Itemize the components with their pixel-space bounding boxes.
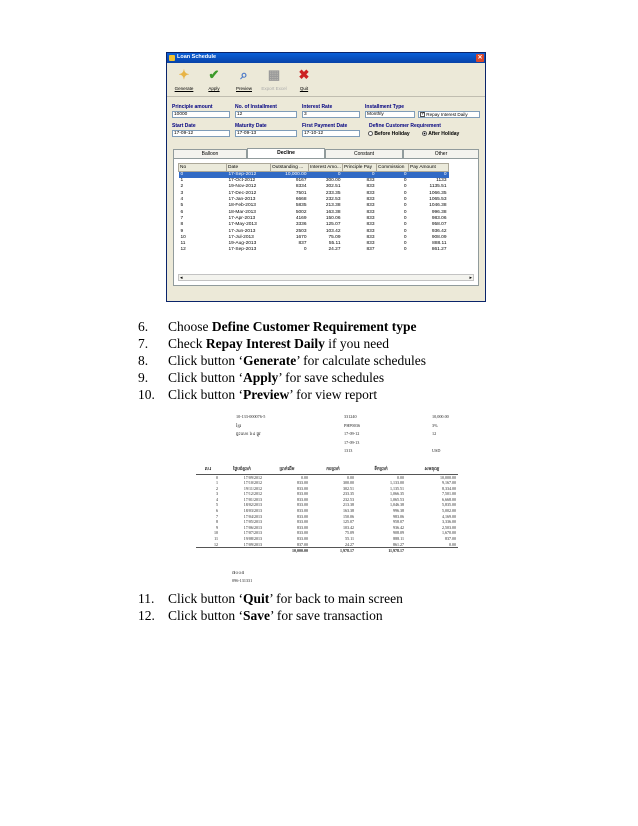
report-cell: 936.42 [393,524,404,530]
preview-button[interactable] [230,65,258,95]
report-info-left: 10-133-000076-5 [236,414,266,419]
grid-cell: 5835 [295,203,307,209]
grid-cell: 4 [180,197,184,203]
report-footer-value: 096-131331 [232,578,253,583]
grid-cell: 888.11 [432,241,447,247]
grid-cell: 861.27 [431,247,447,253]
grid-cell: 833 [366,228,375,234]
report-cell: 302.51 [343,485,354,491]
report-cell: 0.00 [449,541,456,547]
report-cell: 861.27 [393,541,404,547]
report-info-mid: 17-09-12 [344,431,360,436]
report-info-right: 3% [432,422,438,428]
grid-cell: 75.09 [328,234,341,240]
report-cell: 833.00 [297,480,308,486]
report-cell: 7 [216,513,218,519]
report-cell: 17/06/2013 [243,524,262,530]
principle-amount-field[interactable]: 10000 [172,111,230,118]
tab-other[interactable]: Other [403,149,479,158]
grid-header-1[interactable]: Date [227,164,271,172]
report-cell: 4,169.00 [442,513,456,519]
grid-cell: 9167 [295,178,307,184]
grid-cell: 0 [403,234,407,240]
step-number: 6. [138,319,149,334]
start-date-label: Start Date [172,123,196,129]
step-text: ’ for save transaction [270,608,383,623]
grid-cell: 300.00 [325,178,341,184]
quit-icon: ✖ [298,67,310,82]
define-requirement-label: Define Customer Requirement [369,123,441,129]
report-cell: 9 [216,524,218,530]
grid-cell: 6 [180,209,184,215]
grid-cell: 833 [366,209,375,215]
report-cell: 103.42 [343,524,354,530]
report-cell: 125.07 [343,519,354,525]
apply-button[interactable] [200,65,228,95]
grid-cell: 10,000.00 [271,172,309,179]
report-cell: 983.06 [393,513,404,519]
report-header-0: ល.រ [196,466,220,474]
step-text: ’ for view report [289,387,378,402]
report-totals-row [196,548,458,554]
grid-cell: 17-Sep-2012 [227,172,271,179]
app-icon [169,55,175,61]
step-number: 10. [138,387,155,402]
step-text: ’ for back to main screen [269,591,403,606]
list-item [138,369,426,386]
grid-cell: 8 [180,222,184,228]
report-info-mid: 331240 [344,414,357,419]
grid-cell: 833 [366,197,375,203]
scroll-left-icon[interactable]: ◂ [180,275,183,281]
grid-cell: 17-Jul-2013 [228,234,254,240]
report-total-cell [220,548,264,554]
interest-rate-label: Interest Rate [302,104,333,110]
report-cell: 1 [216,480,218,486]
window-title: Loan Schedule [177,54,217,60]
report-cell: 2,503.00 [442,524,456,530]
report-total-cell [196,548,220,554]
report-cell: 1,066.35 [390,491,404,497]
grid-cell: 1065.53 [429,197,447,203]
report-info-right: 10,000.00 [432,414,449,419]
report-total-cell: 11,978.17 [356,548,406,554]
report-cell: 18/02/2013 [243,502,262,508]
grid-cell: 17-Sep-2013 [228,247,257,253]
step-keyword: Define Customer Requirement type [211,319,417,334]
grid-header-5[interactable]: Commission [377,164,409,172]
after-holiday-option[interactable] [422,131,459,137]
repay-daily-checkbox[interactable]: ✓ [421,111,426,118]
grid-header-0[interactable]: No [179,164,227,172]
no-installment-field[interactable]: 12 [235,111,297,118]
grid-cell: 0 [403,184,407,190]
report-cell: 833.00 [297,536,308,542]
instruction-list-1 [138,318,426,403]
report-cell: 300.00 [343,480,354,486]
grid-cell: 0 [403,215,407,221]
report-cell: 17/05/2013 [243,519,262,525]
grid-cell: 17-Jun-2013 [228,228,256,234]
grid-cell: 10 [180,234,186,240]
report-header-5: សមតុល្យ [406,466,458,474]
grid-cell: 0 [403,209,407,215]
report-cell: 996.38 [393,508,404,514]
principle-amount-label: Principle amount [172,104,213,110]
tab-balloon[interactable]: Balloon [173,149,247,158]
report-cell: 0.00 [397,474,404,480]
apply-label: Apply [208,86,220,91]
report-header-3: ការប្រាក់ [310,466,356,474]
grid-cell: 908.09 [431,234,447,240]
grid-cell: 17-Oct-2012 [228,178,256,184]
loan-schedule-window [166,52,486,302]
grid-cell: 17-Jan-2013 [228,197,256,203]
step-text: ’ for save schedules [278,370,385,385]
report-cell: 75.09 [345,530,354,536]
report-total-cell: 10,000.00 [264,548,310,554]
grid-cell: 1046.38 [429,203,447,209]
report-total-cell: 1,978.17 [310,548,356,554]
report-cell: 9,167.00 [442,480,456,486]
interest-rate-field[interactable]: 3 [302,111,360,118]
grid-cell: 0 [303,247,307,253]
report-cell: 833.00 [297,524,308,530]
list-item [138,352,426,369]
before-holiday-radio[interactable] [368,131,373,136]
grid-cell: 163.38 [325,209,341,215]
grid-cell: 0 [309,172,343,179]
grid-cell: 17-Apr-2013 [228,215,256,221]
start-date-field[interactable]: 17-09-12 [172,130,230,137]
report-cell: 17/12/2012 [243,491,262,497]
grid-cell: 7501 [295,190,307,196]
step-keyword: Quit [243,591,270,606]
report-cell: 833.00 [297,530,308,536]
step-keyword: Apply [243,370,279,385]
grid-cell: 0 [403,241,407,247]
step-keyword: Preview [243,387,290,402]
report-cell: 958.07 [393,519,404,525]
report-info-right: 12 [432,431,437,436]
report-cell: 12 [214,541,218,547]
list-item [138,318,426,335]
report-cell: 833.00 [297,519,308,525]
report-header-1: ថ្ងៃបង់ប្រាក់ [220,466,264,474]
report-cell: 1,065.53 [390,496,404,502]
step-text: Click button ‘ [168,591,243,606]
report-preview [196,408,458,584]
grid-cell: 983.06 [431,215,447,221]
after-holiday-label: After Holiday [428,131,460,137]
quit-button[interactable] [290,65,318,95]
report-cell: 837.00 [297,541,308,547]
report-cell: 833.00 [297,508,308,514]
report-cell: 24.27 [345,541,354,547]
quit-label: Quit [299,86,309,91]
grid-cell: 5002 [295,209,307,215]
grid-cell: 3 [180,190,184,196]
grid-cell: 2503 [295,228,307,234]
report-cell: 17/09/2012 [243,474,262,480]
grid-cell: 837 [298,241,307,247]
grid-cell: 837 [366,247,375,253]
report-cell: 1,046.38 [390,502,404,508]
grid-cell: 4169 [295,215,307,221]
step-text: Click button ‘ [168,387,243,402]
report-cell: 833.00 [297,491,308,497]
installment-type-select[interactable]: Monthly [365,111,415,118]
report-cell: 17/01/2013 [243,496,262,502]
repay-daily-label: Repay Interest Daily [426,112,468,117]
report-cell: 10 [214,530,218,536]
checkmark-icon: ✔ [208,67,220,82]
report-cell: 888.11 [393,536,404,542]
report-cell: 833.00 [297,502,308,508]
repay-daily-option[interactable] [418,111,480,118]
report-info-mid: 17-09-13 [344,439,360,445]
grid-header-4[interactable]: Principle Pay [343,164,377,172]
report-cell: 17/09/2013 [243,541,262,547]
schedule-grid [178,163,449,254]
first-payment-field[interactable]: 17-10-12 [302,130,360,137]
grid-cell: 958.07 [431,222,447,228]
maturity-date-label: Maturity Date [235,123,267,129]
step-number: 9. [138,370,149,385]
report-cell: 6,668.00 [442,496,456,502]
report-cell: 6 [216,508,218,514]
tab-constant[interactable]: Constant [325,149,403,158]
table-row[interactable] [179,247,449,253]
grid-cell: 1 [180,178,184,184]
grid-cell: 0 [403,178,407,184]
grid-cell: 833 [366,190,375,196]
grid-cell: 0 [403,222,407,228]
grid-header-6[interactable]: Pay Amount [409,164,449,172]
before-holiday-option[interactable] [368,131,410,137]
grid-cell: 302.51 [325,184,341,190]
grid-cell: 17-Dec-2012 [228,190,257,196]
instruction-list-2 [138,590,403,624]
grid-cell: 0 [409,172,449,179]
report-cell: 150.06 [343,513,354,519]
step-text: Click button ‘ [168,370,243,385]
report-cell: 8,334.00 [442,485,456,491]
grid-cell: 833 [366,203,375,209]
report-cell: 833.00 [297,513,308,519]
grid-cell: 1670 [295,234,307,240]
report-info-right: USD [432,448,441,453]
tab-decline[interactable]: Decline [247,148,325,158]
grid-cell: 0 [377,172,409,179]
toolbar [167,63,485,97]
step-text: Check [168,336,206,351]
step-text: ’ for calculate schedules [296,353,427,368]
grid-cell: 0 [403,190,407,196]
grid-cell: 55.11 [328,241,341,247]
grid-cell: 232.53 [325,197,341,203]
generate-button[interactable] [170,65,198,95]
report-cell: 7,501.00 [442,491,456,497]
grid-cell: 6668 [295,197,307,203]
report-cell: 4 [216,496,218,502]
preview-label: Preview [235,86,252,91]
report-cell: 8 [216,519,218,525]
list-item [138,335,426,352]
grid-cell: 18-Mar-2013 [228,209,256,215]
maturity-date-field[interactable]: 17-09-13 [235,130,297,137]
report-cell: 55.11 [345,536,354,542]
report-cell: 19/08/2013 [243,536,262,542]
report-cell: 233.35 [343,491,354,497]
grid-cell: 0 [179,172,227,179]
report-cell: 3,336.00 [442,519,456,525]
report-cell: 5,002.00 [442,508,456,514]
list-item [138,607,403,624]
grid-cell: 233.35 [325,190,341,196]
report-cell: 908.09 [393,530,404,536]
report-cell: 0 [216,474,218,480]
grid-cell: 7 [180,215,184,221]
report-cell: 833.00 [297,496,308,502]
close-icon[interactable]: ✕ [477,55,483,61]
report-cell: 5,835.00 [442,502,456,508]
report-cell: 17/10/2012 [243,480,262,486]
report-cell: 0.00 [301,474,308,480]
report-cell: 18/03/2013 [243,508,262,514]
report-cell: 232.53 [343,496,354,502]
grid-cell: 12 [180,247,186,253]
step-text: if you need [324,336,389,351]
report-table [196,466,458,554]
grid-cell: 2 [180,184,184,190]
report-cell: 1,135.51 [390,485,404,491]
report-cell: 837.00 [445,536,456,542]
report-cell: 1,670.00 [442,530,456,536]
installment-type-label: Installment Type [365,104,405,110]
first-payment-label: First Payment Date [302,123,348,129]
grid-cell: 0 [343,172,377,179]
report-info-mid: 1313 [344,448,353,453]
export-icon: ▦ [267,67,281,82]
report-cell: 2 [216,485,218,491]
step-text: Click button ‘ [168,608,243,623]
report-cell: 833.00 [297,485,308,491]
no-installment-label: No. of Installment [235,104,277,110]
grid-cell: 125.07 [325,222,341,228]
report-info-mid: PHP0036 [344,422,361,428]
report-info-left: ខ្មែរ [236,422,242,428]
generate-label: Generate [174,86,194,91]
after-holiday-radio[interactable] [422,131,427,136]
grid-cell: 150.06 [325,215,341,221]
step-keyword: Save [243,608,270,623]
grid-cell: 213.38 [325,203,341,209]
grid-cell: 19-Nov-2012 [228,184,257,190]
export-excel-label: Export Excel [261,86,287,91]
grid-cell: 24.27 [328,247,341,253]
grid-cell: 833 [366,234,375,240]
step-text: Choose [168,319,212,334]
grid-cell: 833 [366,222,375,228]
window-titlebar [167,53,485,63]
grid-cell: 0 [403,203,407,209]
grid-cell: 1133 [436,178,447,184]
grid-cell: 833 [366,241,375,247]
grid-cell: 0 [403,247,407,253]
grid-cell: 0 [403,197,407,203]
grid-cell: 996.38 [431,209,447,215]
grid-cell: 11 [180,241,186,247]
export-excel-button [260,65,288,95]
report-cell: 17/07/2013 [243,530,262,536]
report-cell: 3 [216,491,218,497]
report-total-cell [406,548,458,554]
grid-cell: 3336 [295,222,307,228]
report-header-2: ប្រាក់ដើម [264,466,310,474]
grid-cell: 833 [366,215,375,221]
grid-cell: 18-Feb-2013 [228,203,256,209]
horizontal-scrollbar[interactable] [178,274,474,281]
report-cell: 10,000.00 [440,474,456,480]
step-text: Click button ‘ [168,353,243,368]
grid-header-2[interactable]: Outstanding ... [271,164,309,172]
report-cell: 163.38 [343,508,354,514]
step-number: 7. [138,336,149,351]
report-cell: 1,133.00 [390,480,404,486]
report-cell: 11 [214,536,218,542]
grid-cell: 9 [180,228,184,234]
report-cell: 5 [216,502,218,508]
magnifier-icon: ⌕ [240,67,248,82]
grid-cell: 936.42 [431,228,447,234]
grid-cell: 8334 [295,184,307,190]
report-header-4: ទឹកប្រាក់ [356,466,406,474]
step-number: 8. [138,353,149,368]
list-item [138,590,403,607]
grid-cell: 0 [403,228,407,234]
grid-cell: 1066.35 [429,190,447,196]
step-number: 12. [138,608,155,623]
scroll-right-icon[interactable]: ▸ [469,275,472,281]
grid-cell: 19-Aug-2013 [228,241,257,247]
step-keyword: Repay Interest Daily [205,336,325,351]
list-item [138,386,426,403]
before-holiday-label: Before Holiday [374,131,410,137]
step-number: 11. [138,591,155,606]
report-info-left: ផ្ទះលេខ ៦៤ ផ្លូវ [236,431,261,436]
grid-cell: 5 [180,203,184,209]
report-cell: 0.00 [347,474,354,480]
report-cell: 213.38 [343,502,354,508]
report-footer-value: ៧០០៥ [232,570,245,575]
grid-cell: 833 [366,184,375,190]
step-keyword: Generate [243,353,297,368]
grid-cell: 833 [366,178,375,184]
report-cell: 17/04/2013 [243,513,262,519]
report-cell: 19/11/2012 [243,485,262,491]
grid-header-3[interactable]: Interest Amo... [310,165,341,170]
schedule-tabs [173,149,479,158]
wizard-hat-icon: ✦ [178,67,190,82]
schedule-grid-panel [173,158,479,286]
grid-cell: 17-May-2013 [228,222,257,228]
grid-cell: 1135.51 [429,184,447,190]
grid-cell: 103.42 [325,228,341,234]
